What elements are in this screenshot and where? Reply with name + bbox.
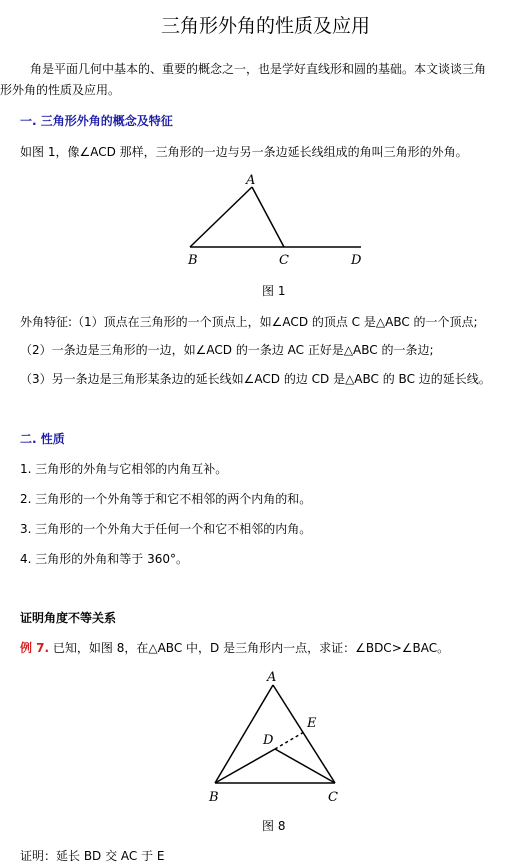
label-e: E — [307, 716, 317, 731]
property-4: 4. 三角形的外角和等于 360°。 — [20, 552, 188, 566]
figure-1-caption: 图 1 — [262, 284, 286, 298]
figure-1-diagram — [180, 170, 370, 270]
intro-line-1: 角是平面几何中基本的、重要的概念之一，也是学好直线形和圆的基础。本文谈谈三角 — [30, 62, 487, 76]
segment-ab — [190, 187, 252, 247]
proof-start: 证明：延长 BD 交 AC 于 E — [20, 849, 165, 863]
example-text: 已知，如图 8，在△ABC 中，D 是三角形内一点，求证：∠BDC>∠BAC。 — [52, 641, 450, 655]
example-label: 例 7. — [20, 641, 50, 655]
label-c: C — [279, 253, 289, 268]
definition-text: 如图 1，像∠ACD 那样，三角形的一边与另一条边延长线组成的角叫三角形的外角。 — [20, 145, 468, 159]
label-d: D — [351, 253, 362, 268]
feature-3: （3）另一条边是三角形某条边的延长线如∠ACD 的边 CD 是△ABC 的 BC 边的延长线。 — [20, 372, 491, 386]
label-c: C — [328, 790, 338, 805]
feature-2: （2）一条边是三角形的一边，如∠ACD 的一条边 AC 正好是△ABC 的一条边; — [20, 343, 434, 357]
label-a: A — [246, 173, 256, 188]
property-1: 1. 三角形的外角与它相邻的内角互补。 — [20, 462, 228, 476]
property-2: 2. 三角形的一个外角等于和它不相邻的两个内角的和。 — [20, 492, 312, 506]
segment-ac — [273, 685, 335, 783]
label-a: A — [267, 670, 277, 685]
segment-dc — [275, 749, 335, 783]
extension-de — [275, 732, 304, 749]
label-b: B — [188, 253, 198, 268]
example-7 — [20, 640, 449, 656]
section-3-heading: 证明角度不等关系 — [20, 611, 117, 625]
intro-line-2: 形外角的性质及应用。 — [0, 83, 121, 97]
section-2-heading: 二. 性质 — [20, 432, 65, 446]
figure-8-caption: 图 8 — [262, 819, 286, 833]
property-3: 3. 三角形的一个外角大于任何一个和它不相邻的内角。 — [20, 522, 312, 536]
section-1-heading: 一. 三角形外角的概念及特征 — [20, 114, 173, 128]
segment-bd — [215, 749, 275, 783]
figure-8-diagram — [200, 665, 350, 810]
segment-ac — [252, 187, 284, 247]
page-title: 三角形外角的性质及应用 — [160, 15, 370, 37]
label-b: B — [209, 790, 219, 805]
label-d: D — [263, 733, 274, 748]
feature-1: 外角特征:（1）顶点在三角形的一个顶点上，如∠ACD 的顶点 C 是△ABC 的一个顶点; — [20, 315, 478, 329]
